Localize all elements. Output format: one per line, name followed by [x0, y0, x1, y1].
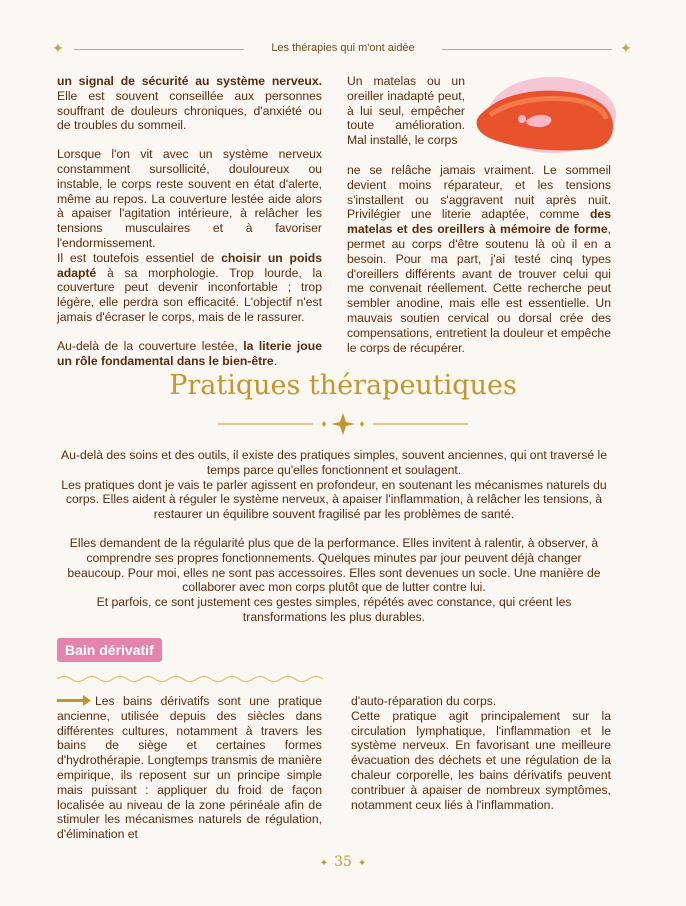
header-title: Les thérapies qui m'ont aidée: [271, 42, 415, 54]
bold-text: un signal de sécurité au système nerveux.: [57, 74, 322, 88]
bold-text: choisir un poids adapté: [57, 250, 322, 280]
paragraph: Les pratiques dont je vais te parler agissent en profondeur, en soutenant les mécanismes naturels du corps. Elles aident à réguler le système nerveux, à apaiser l'inflammation, à relâcher les tensions, à restaurer un équilibre souvent fragilisé par les problèmes de santé.: [61, 477, 607, 522]
wavy-divider: [57, 674, 327, 684]
left-column: [57, 74, 322, 368]
text: Il est toutefois essentiel de: [57, 250, 222, 265]
paragraph: Un matelas ou un oreiller inadapté peut, à lui seul, empêcher toute amélioration. Mal installé, le corps: [347, 74, 465, 148]
text: Au-delà de la couverture lestée,: [57, 338, 244, 353]
text: ne se relâche jamais vraiment. Le sommeil devient moins réparateur, et les tensions s'installent ou s'aggravent nuit après nuit. Privilégier une literie adaptée, comme: [347, 163, 611, 222]
paragraph: [57, 339, 322, 369]
paragraph: [347, 163, 611, 355]
paragraph: Lorsque l'on vit avec un système nerveux constamment sursollicité, douloureux ou instable, le corps reste souvent en état d'alerte, même au repos. La couverture lestée aide alors à apaiser l'agitation intérieure, à relâcher les tensions musculaires et à favoriser l'endormissement.: [57, 147, 322, 250]
paragraph: Et parfois, ce sont justement ces gestes simples, répétés avec constance, qui créent les transformations les plus durables.: [96, 595, 572, 624]
sparkle-icon: ✦: [52, 40, 64, 56]
paragraph: Cette pratique agit principalement sur la circulation lymphatique, l'inflammation et le système nerveux. En favorisant une meilleure évacuation des déchets et une régulation de la chaleur corporelle, les bains dérivatifs peuvent contribuer à apaiser de nombreux symptômes, notamment ceux liés à l'inflammation.: [351, 708, 611, 812]
header-rule: [74, 49, 244, 50]
text: Elle est souvent conseillée aux personnes souffrant de douleurs chroniques, d'anxiété ou de troubles du sommeil.: [57, 88, 322, 133]
header-rule: [442, 49, 612, 50]
paragraph: Elles demandent de la régularité plus que de la performance. Elles invitent à ralentir, à observer, à comprendre ses propres fonctionnements. Quelques minutes par jour peuvent déjà changer beaucoup. Pour moi, elles ne sont pas accessoires. Elles sont devenues un socle. Une manière de collaborer avec mon corps plutôt que de lutter contre lui.: [67, 535, 601, 595]
text: à sa morphologie. Trop lourde, la couverture peut devenir inconfortable ; trop légère, elle perdra son efficacité. L'objectif n'est jamais d'écraser le corps, mais de le rassurer.: [57, 265, 322, 324]
section-title: Pratiques thérapeutiques: [169, 370, 517, 401]
page-number: [0, 854, 686, 870]
running-header: [52, 38, 634, 62]
bain-left-column: [57, 694, 322, 842]
sparkle-icon: ✦: [620, 40, 632, 56]
section-intro: [57, 448, 611, 625]
paragraph: Au-delà des soins et des outils, il existe des pratiques simples, souvent anciennes, qui ont traversé le temps parce qu'elles fonctionnent et soulagent.: [60, 448, 608, 477]
text: , permet au corps d'être soutenu là où il en a besoin. Pour ma part, j'ai testé cinq types d'oreillers différents avant de trouver celui qui me convenait réellement. Cette recherche peut sembler anodine, mais elle est essentielle. Un mauvais soutien cervical ou dorsal crée des compensations, entretient la douleur et empêche le corps de récupérer.: [347, 222, 611, 355]
bain-right-column: [351, 694, 611, 812]
sparkle-divider-icon: [218, 412, 468, 436]
paragraph: [57, 251, 322, 325]
sparkle-icon: ✦: [319, 858, 329, 869]
bold-text: la literie joue un rôle fondamental dans le bien-être: [57, 338, 322, 368]
sparkle-icon: ✦: [357, 858, 367, 869]
arrow-icon: [57, 695, 91, 706]
right-column: [347, 163, 611, 355]
paragraph: [57, 74, 322, 133]
text: .: [273, 353, 278, 368]
bold-text: des matelas et des oreillers à mémoire de forme: [347, 207, 611, 237]
subsection-badge: Bain dérivatif: [57, 638, 162, 662]
paragraph: [57, 694, 322, 842]
text: Les bains dérivatifs sont une pratique ancienne, utilisée depuis des siècles dans différentes cultures, notamment à travers les bains de siège et certaines formes d'hydrothérapie. Longtemps transmis de manière empirique, ils reposent sur un principe simple mais puissant : appliquer du froid de façon localisée au niveau de la zone périnéale afin de stimuler les mécanismes naturels de régulation, d'élimination et: [57, 694, 322, 842]
page-number-text: 35: [334, 854, 352, 870]
paragraph: d'auto-réparation du corps.: [351, 694, 497, 708]
right-column-narrow: [347, 74, 465, 148]
pillow-illustration: [470, 75, 620, 163]
